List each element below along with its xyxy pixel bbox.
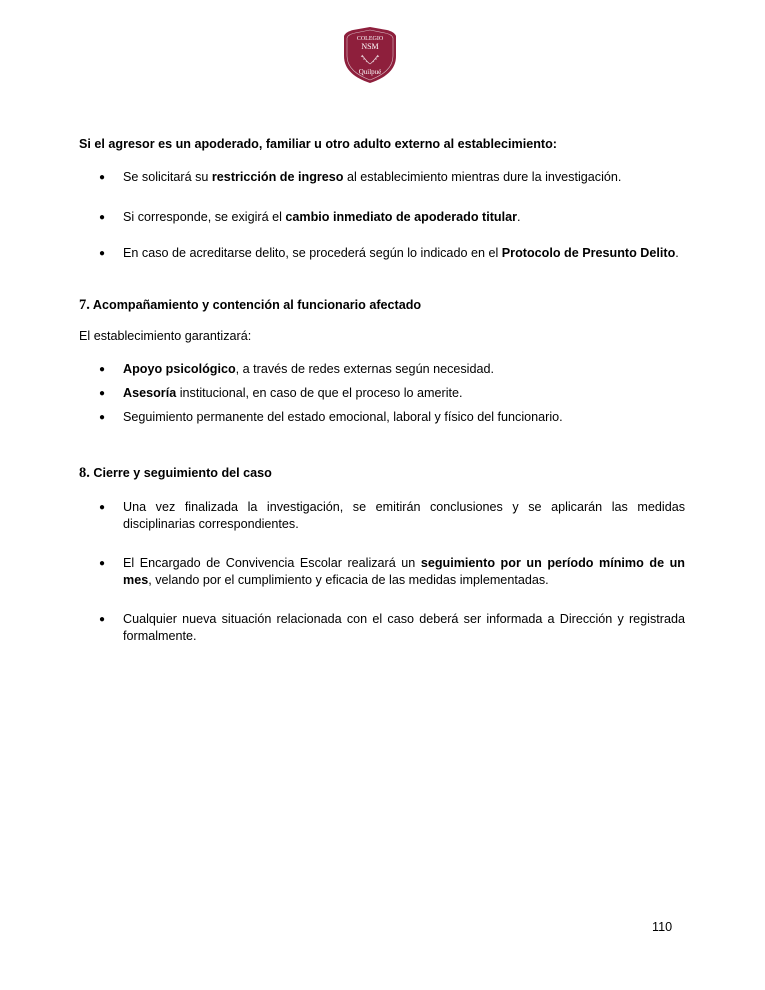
list-item: ● Asesoría institucional, en caso de que el proceso lo amerite. — [79, 385, 685, 402]
section-7-list — [79, 361, 685, 426]
section-8-list — [79, 499, 685, 645]
logo-text-colegio: COLEGIO — [356, 36, 384, 42]
list-item: ● Una vez finalizada la investigación, se emitirán conclusiones y se aplicarán las medidas disciplinarias correspondientes. — [79, 499, 685, 533]
school-crest-logo — [343, 26, 397, 84]
list-item: ● Se solicitará su restricción de ingreso al establecimiento mientras dure la investigación. — [79, 169, 685, 186]
section-8-title: 8. Cierre y seguimiento del caso — [79, 465, 272, 481]
logo-text-quilpue: Quilpué — [358, 68, 382, 76]
list-item: ● El Encargado de Convivencia Escolar realizará un seguimiento por un período mínimo de un mes, velando por el cumplimiento y eficacia de las medidas implementadas. — [79, 555, 685, 589]
external-aggressor-heading: Si el agresor es un apoderado, familiar u otro adulto externo al establecimiento: — [79, 137, 557, 151]
list-item: ● Apoyo psicológico, a través de redes externas según necesidad. — [79, 361, 685, 378]
list-item: ● Si corresponde, se exigirá el cambio inmediato de apoderado titular. — [79, 209, 685, 226]
list-item: ● Cualquier nueva situación relacionada con el caso deberá ser informada a Dirección y registrada formalmente. — [79, 611, 685, 645]
page-number: 110 — [652, 920, 673, 934]
section-7-intro: El establecimiento garantizará: — [79, 329, 252, 343]
document-body — [79, 136, 685, 645]
external-aggressor-list — [79, 169, 685, 262]
logo-text-nsm: NSM — [361, 42, 379, 51]
list-item: ● En caso de acreditarse delito, se procederá según lo indicado en el Protocolo de Presunto Delito. — [79, 245, 685, 262]
list-item: ● Seguimiento permanente del estado emocional, laboral y físico del funcionario. — [79, 409, 685, 426]
section-7-title: 7. Acompañamiento y contención al funcionario afectado — [79, 297, 422, 313]
